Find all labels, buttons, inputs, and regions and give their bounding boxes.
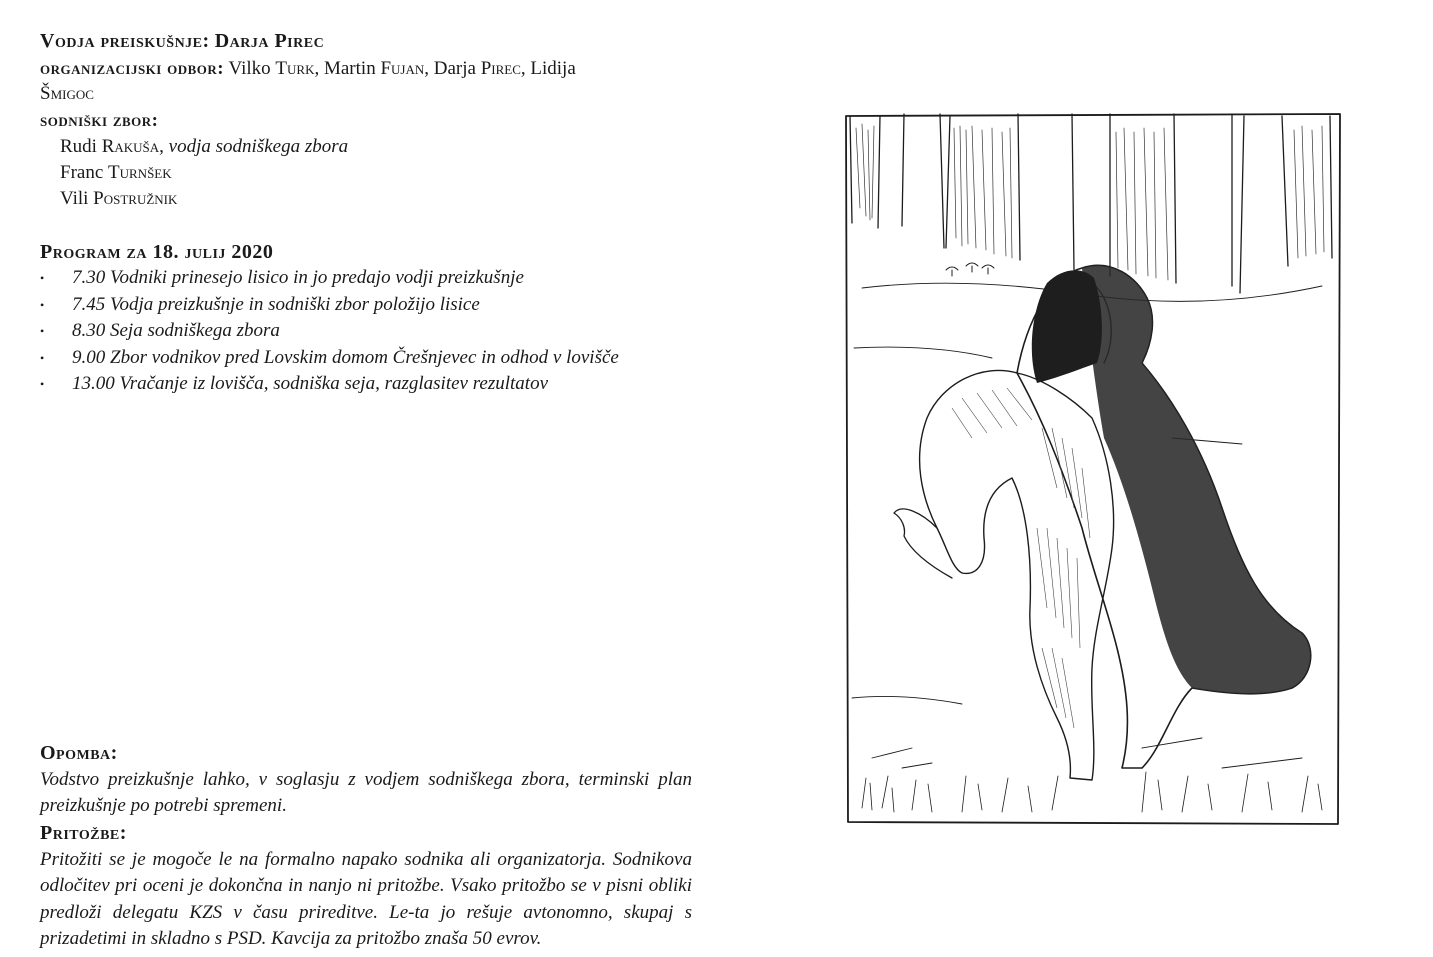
program-item-text: 8.30 Seja sodniškega zbora	[72, 320, 280, 341]
note-title-text: Opomba:	[40, 742, 118, 764]
committee-member-surname: Fujan	[380, 58, 425, 79]
committee-line-2	[40, 81, 94, 107]
program-title	[40, 239, 273, 265]
judge-last-name: Rakuša	[101, 136, 160, 157]
judge-role: , vodja sodniškega zbora	[159, 136, 349, 157]
committee-member: , Darja	[424, 58, 481, 79]
dog-shading	[1032, 265, 1311, 693]
committee-label: organizacijski odbor:	[40, 58, 225, 79]
committee-member-surname: Pirec	[480, 58, 521, 79]
judge-first-name: Rudi	[60, 136, 102, 157]
judge-first-name: Franc	[60, 162, 109, 183]
complaints-title	[40, 820, 127, 846]
tree-hatching	[856, 124, 1324, 280]
bullet-icon: •	[40, 324, 45, 338]
program-item-text: 7.45 Vodja preizkušnje in sodniški zbor položijo lisice	[72, 293, 480, 315]
note-text: Vodstvo preizkušnje lahko, v soglasju z vodjem sodniškega zbora, terminski plan preizkušnje po potrebi spremeni.	[40, 769, 692, 817]
bullet-icon: •	[40, 297, 45, 312]
leader-name: Darja Pirec	[214, 30, 325, 52]
committee-member-surname: Turk	[275, 58, 315, 79]
program-item-text: 7.30 Vodniki prinesejo lisico in jo predajo vodji preizkušnje	[72, 267, 524, 288]
bullet-icon: •	[40, 271, 45, 285]
complaints-text: Pritožiti se je mogoče le na formalno napako sodnika ali organizatorja. Sodnikova odločitev pri oceni je dokončna in nanjo ni pritožbe. Vsako pritožbo se v pisni obliki predloži delegatu KZS v času prireditve. Le-ta jo rešuje avtonomno, skupaj s prizadetimi in skladno s PSD. Kavcija za pritožbo znaša 50 evrov.	[40, 849, 692, 949]
bullet-icon: •	[40, 377, 45, 391]
committee-member: , Lidija	[520, 58, 576, 79]
program-item	[40, 345, 619, 372]
judge-item	[60, 186, 177, 212]
program-item	[40, 292, 619, 319]
judge-first-name: Vili	[60, 188, 94, 209]
judge-last-name: Turnšek	[108, 162, 172, 183]
judge-item	[60, 160, 172, 186]
leader-label: Vodja preiskušnje:	[40, 30, 210, 52]
judges-label: sodniški zbor:	[40, 110, 159, 131]
committee-member-surname: Šmigoc	[40, 83, 94, 104]
program-list	[40, 265, 619, 398]
complaints-title-text: Pritožbe:	[40, 822, 127, 844]
judges-heading	[40, 108, 159, 134]
judge-last-name: Postružnik	[93, 188, 178, 209]
fox-fur-hatching	[952, 388, 1090, 728]
leader-line	[40, 28, 324, 54]
program-item-text: 13.00 Vračanje iz lovišča, sodniška seja, razglasitev rezultatov	[72, 373, 549, 394]
fox-outline	[920, 370, 1114, 780]
note-title	[40, 740, 118, 766]
program-item	[40, 265, 619, 292]
committee-member: , Martin	[314, 58, 381, 79]
bullet-icon: •	[40, 350, 45, 365]
program-title-text: Program za 18. julij 2020	[40, 241, 274, 263]
program-item	[40, 318, 619, 345]
program-item	[40, 371, 619, 398]
mushrooms	[946, 263, 994, 276]
program-item-text: 9.00 Zbor vodnikov pred Lovskim domom Črešnjevec in odhod v lovišče	[72, 346, 619, 368]
judge-item	[60, 134, 348, 160]
committee-member: Vilko	[228, 58, 276, 79]
dog-with-fox-illustration	[842, 108, 1344, 830]
committee-line	[40, 56, 576, 82]
